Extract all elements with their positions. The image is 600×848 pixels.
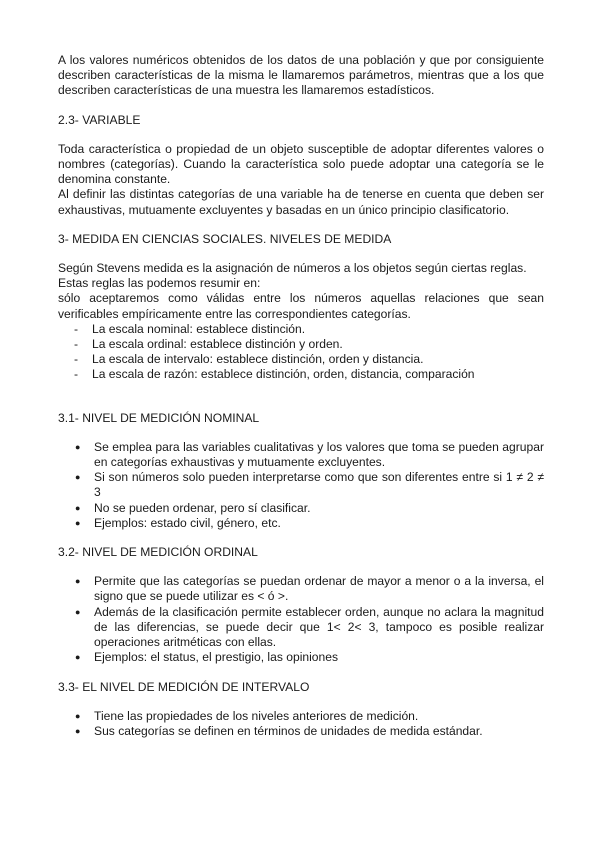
list-item: ● Se emplea para las variables cualitativas y los valores que toma se pueden agrupar en categorías exhaustivas y mutuamente excluyentes. [58, 440, 544, 470]
heading-ordinal: 3.2- NIVEL DE MEDICIÓN ORDINAL [58, 545, 258, 560]
list-item: ● Ejemplos: estado civil, género, etc. [58, 516, 544, 531]
list-item: ● Además de la clasificación permite establecer orden, aunque no aclara la magnitud de las diferencias, se puede decir que 1< 2< 3, tampoco es posible realizar operaciones aritméticas con ellas. [58, 605, 544, 651]
list-item: ● Tiene las propiedades de los niveles anteriores de medición. [58, 709, 544, 724]
escalas-list [58, 322, 544, 383]
intro-paragraph: A los valores numéricos obtenidos de los datos de una población y que por consiguiente describen características de la misma le llamaremos parámetros, mientras que a los que describen características de una muestra les llamaremos estadísticos. [58, 53, 544, 98]
list-item: ● Permite que las categorías se puedan ordenar de mayor a menor o a la inversa, el signo que se puede utilizar es < ó >. [58, 574, 544, 604]
nominal-list [58, 440, 544, 531]
variable-paragraph-2: Al definir las distintas categorías de una variable ha de tenerse en cuenta que deben ser exhaustivas, mutuamente excluyentes y basadas en un único principio clasificatorio. [58, 187, 544, 217]
heading-medida: 3- MEDIDA EN CIENCIAS SOCIALES. NIVELES DE MEDIDA [58, 231, 392, 246]
medida-paragraph-2: Estas reglas las podemos resumir en: [58, 276, 261, 291]
list-item: ● Si son números solo pueden interpretarse como que son diferentes entre si 1 ≠ 2 ≠ 3 [58, 470, 544, 500]
list-item: ● Ejemplos: el status, el prestigio, las opiniones [58, 650, 544, 665]
list-item: - La escala de intervalo: establece distinción, orden y distancia. [58, 352, 544, 367]
medida-paragraph-3: sólo aceptaremos como válidas entre los números aquellas relaciones que sean verificables empíricamente entre las correspondientes categorías. [58, 291, 544, 321]
list-item: - La escala de razón: establece distinción, orden, distancia, comparación [58, 367, 544, 382]
heading-nominal: 3.1- NIVEL DE MEDICIÓN NOMINAL [58, 410, 260, 425]
medida-paragraph-1: Según Stevens medida es la asignación de números a los objetos según ciertas reglas. [58, 261, 527, 276]
intervalo-list [58, 709, 544, 739]
list-item: ● Sus categorías se definen en términos de unidades de medida estándar. [58, 724, 544, 739]
list-item: - La escala ordinal: establece distinción y orden. [58, 337, 544, 352]
heading-intervalo: 3.3- EL NIVEL DE MEDICIÓN DE INTERVALO [58, 679, 310, 694]
ordinal-list [58, 574, 544, 665]
list-item: - La escala nominal: establece distinción. [58, 322, 544, 337]
document-page [58, 53, 544, 739]
variable-paragraph-1: Toda característica o propiedad de un objeto susceptible de adoptar diferentes valores o nombres (categorías). Cuando la característica solo puede adoptar una categoría se le denomina constante. [58, 141, 544, 187]
heading-variable: 2.3- VARIABLE [58, 112, 141, 127]
list-item: ● No se pueden ordenar, pero sí clasificar. [58, 501, 544, 516]
